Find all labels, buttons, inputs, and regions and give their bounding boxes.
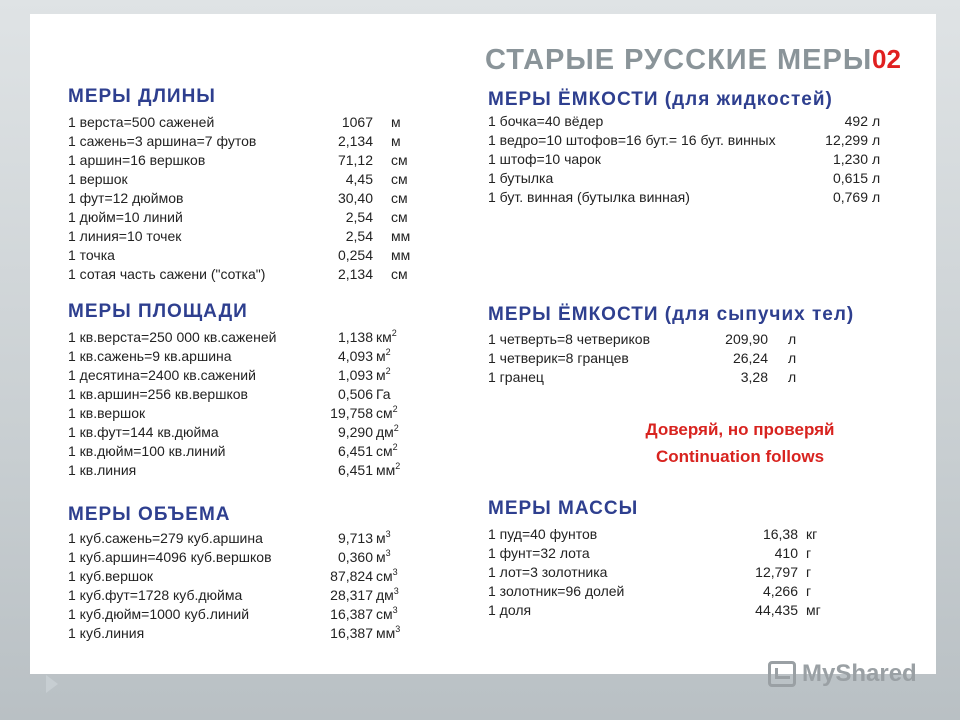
measure-value: 0,360	[337, 549, 373, 565]
measure-value: 87,824	[330, 568, 373, 584]
unit-text: мг	[806, 602, 821, 618]
unit-text: м	[376, 530, 386, 546]
measure-unit	[376, 424, 399, 440]
unit-text: Га	[376, 386, 391, 402]
section-heading-dry: МЕРЫ ЁМКОСТИ (для сыпучих тел)	[488, 304, 855, 325]
unit-text: м	[376, 549, 386, 565]
measure-name: 1 четверть=8 четвериков	[488, 331, 651, 347]
measure-name: 1 кв.вершок	[68, 405, 146, 421]
measure-name: 1 кв.аршин=256 кв.вершков	[68, 386, 248, 402]
measure-value: 6,451	[337, 462, 373, 478]
measure-value: 2,54	[345, 209, 373, 225]
measure-value: 30,40	[337, 190, 373, 206]
measure-value: 19,758	[330, 405, 373, 421]
unit-exponent: 2	[393, 423, 399, 433]
unit-text: см	[391, 152, 408, 168]
watermark-text: MyShared	[802, 660, 917, 687]
slide-number: 02	[872, 44, 901, 74]
unit-text: г	[806, 564, 812, 580]
measure-value: 1067	[341, 114, 373, 130]
measure-name: 1 куб.дюйм=1000 куб.линий	[68, 606, 250, 622]
measure-name: 1 куб.линия	[68, 625, 145, 641]
measure-unit	[376, 568, 398, 584]
measure-value: 0,769	[832, 189, 868, 205]
measure-value: 3,28	[740, 369, 768, 385]
measure-name: 1 кв.сажень=9 кв.аршина	[68, 348, 232, 364]
unit-text: л	[872, 132, 881, 148]
measure-value: 2,54	[345, 228, 373, 244]
measure-unit	[391, 171, 408, 187]
unit-text: дм	[376, 587, 394, 603]
measure-name: 1 куб.аршин=4096 куб.вершков	[68, 549, 272, 565]
measure-unit	[788, 350, 796, 366]
unit-text: л	[872, 189, 881, 205]
measure-unit	[376, 549, 391, 565]
measure-name: 1 точка	[68, 247, 115, 263]
measure-unit	[806, 564, 811, 580]
measure-name: 1 четверик=8 гранцев	[488, 350, 629, 366]
unit-text: м	[376, 367, 386, 383]
measure-unit	[391, 114, 401, 130]
section-heading-liquid: МЕРЫ ЁМКОСТИ (для жидкостей)	[488, 89, 833, 110]
measure-unit	[376, 405, 398, 421]
measure-unit	[376, 587, 399, 603]
slide-title: СТАРЫЕ РУССКИЕ МЕРЫ	[485, 44, 873, 76]
measure-value: 1,138	[337, 329, 373, 345]
measure-name: 1 кв.линия	[68, 462, 137, 478]
measure-unit	[788, 369, 796, 385]
measure-value: 4,45	[345, 171, 373, 187]
measure-name: 1 куб.сажень=279 куб.аршина	[68, 530, 263, 546]
measure-unit	[391, 247, 410, 263]
measure-name: 1 доля	[488, 602, 532, 618]
unit-text: мм	[391, 247, 411, 263]
measure-value: 16,38	[762, 526, 798, 542]
measure-value: 16,387	[330, 625, 373, 641]
measure-name: 1 вершок	[68, 171, 128, 187]
measure-value: 9,290	[337, 424, 373, 440]
measure-name: 1 фунт=32 лота	[488, 545, 590, 561]
measure-unit	[376, 443, 398, 459]
measure-name: 1 золотник=96 долей	[488, 583, 625, 599]
measure-unit	[872, 113, 880, 129]
slide	[30, 14, 936, 674]
measure-unit	[872, 151, 880, 167]
measure-name: 1 бочка=40 вёдер	[488, 113, 604, 129]
measure-value: 0,506	[337, 386, 373, 402]
unit-text: см	[376, 405, 393, 421]
measure-unit	[391, 190, 408, 206]
measure-unit	[806, 545, 811, 561]
unit-text: см	[391, 209, 408, 225]
measure-value: 44,435	[755, 602, 798, 618]
unit-text: г	[806, 583, 812, 599]
measure-value: 26,24	[732, 350, 768, 366]
unit-text: г	[806, 545, 812, 561]
measure-value: 0,254	[337, 247, 373, 263]
measure-value: 2,134	[337, 133, 373, 149]
unit-exponent: 3	[392, 567, 398, 577]
motto	[550, 416, 930, 470]
measure-value: 1,093	[337, 367, 373, 383]
measure-value: 9,713	[337, 530, 373, 546]
measure-value: 2,134	[337, 266, 373, 282]
measure-value: 492	[844, 113, 868, 129]
unit-text: л	[788, 350, 797, 366]
unit-text: дм	[376, 424, 394, 440]
measure-unit	[391, 133, 401, 149]
measure-value: 0,615	[832, 170, 868, 186]
measure-value: 6,451	[337, 443, 373, 459]
measure-unit	[376, 329, 397, 345]
motto-line-1: Доверяй, но проверяй	[645, 420, 835, 439]
measure-unit	[376, 462, 400, 478]
unit-exponent: 2	[385, 366, 391, 376]
measure-name: 1 штоф=10 чарок	[488, 151, 601, 167]
measure-unit	[788, 331, 796, 347]
section-heading-area: МЕРЫ ПЛОЩАДИ	[68, 301, 248, 322]
unit-text: мм	[376, 462, 396, 478]
section-heading-mass: МЕРЫ МАССЫ	[488, 498, 639, 519]
measure-value: 4,266	[762, 583, 798, 599]
unit-exponent: 2	[391, 328, 397, 338]
measure-name: 1 кв.фут=144 кв.дюйма	[68, 424, 219, 440]
measure-unit	[872, 132, 880, 148]
unit-exponent: 2	[385, 347, 391, 357]
measure-name: 1 аршин=16 вершков	[68, 152, 206, 168]
measure-unit	[806, 526, 817, 542]
motto-line-2: Continuation follows	[655, 447, 825, 466]
measure-name: 1 куб.фут=1728 куб.дюйма	[68, 587, 243, 603]
measure-unit	[806, 602, 821, 618]
measure-name: 1 ведро=10 штофов=16 бут.= 16 бут. винных	[488, 132, 776, 148]
measure-name: 1 кв.верста=250 000 кв.саженей	[68, 329, 277, 345]
unit-text: л	[872, 151, 881, 167]
measure-unit	[872, 170, 880, 186]
measure-value: 71,12	[337, 152, 373, 168]
measure-name: 1 сотая часть сажени ("сотка")	[68, 266, 266, 282]
unit-text: см	[391, 266, 408, 282]
measure-name: 1 фут=12 дюймов	[68, 190, 184, 206]
unit-text: мм	[376, 625, 396, 641]
unit-text: м	[391, 114, 401, 130]
section-heading-length: МЕРЫ ДЛИНЫ	[68, 86, 216, 107]
unit-text: см	[376, 443, 393, 459]
measure-unit	[391, 209, 408, 225]
measure-unit	[376, 367, 391, 383]
measure-unit	[391, 266, 408, 282]
unit-text: м	[391, 133, 401, 149]
measure-name: 1 бутылка	[488, 170, 554, 186]
unit-exponent: 3	[395, 624, 401, 634]
unit-exponent: 3	[392, 605, 398, 615]
presentation-icon	[768, 661, 796, 687]
unit-text: мм	[391, 228, 411, 244]
watermark-logo	[768, 656, 917, 692]
measure-unit	[872, 189, 880, 205]
measure-unit	[376, 348, 391, 364]
unit-text: л	[788, 331, 797, 347]
measure-name: 1 кв.дюйм=100 кв.линий	[68, 443, 226, 459]
measure-value: 12,299	[825, 132, 868, 148]
measure-name: 1 куб.вершок	[68, 568, 154, 584]
unit-text: км	[376, 329, 392, 345]
measure-value: 1,230	[832, 151, 868, 167]
measure-unit	[806, 583, 811, 599]
measure-value: 28,317	[330, 587, 373, 603]
measure-value: 209,90	[725, 331, 768, 347]
unit-exponent: 2	[395, 461, 401, 471]
unit-text: см	[376, 606, 393, 622]
measure-name: 1 сажень=3 аршина=7 футов	[68, 133, 257, 149]
measure-name: 1 линия=10 точек	[68, 228, 182, 244]
unit-text: л	[788, 369, 797, 385]
measure-value: 16,387	[330, 606, 373, 622]
section-heading-volume: МЕРЫ ОБЪЕМА	[68, 504, 231, 525]
measure-unit	[376, 530, 391, 546]
unit-exponent: 3	[393, 586, 399, 596]
measure-name: 1 лот=3 золотника	[488, 564, 608, 580]
measure-name: 1 дюйм=10 линий	[68, 209, 183, 225]
measure-name: 1 гранец	[488, 369, 544, 385]
measure-name: 1 верста=500 саженей	[68, 114, 215, 130]
measure-unit	[391, 152, 408, 168]
measure-value: 410	[774, 545, 798, 561]
measure-value: 4,093	[337, 348, 373, 364]
unit-exponent: 2	[392, 404, 398, 414]
measure-unit	[376, 386, 391, 402]
measure-unit	[391, 228, 410, 244]
measure-unit	[376, 625, 400, 641]
unit-text: л	[872, 113, 881, 129]
measure-name: 1 бут. винная (бутылка винная)	[488, 189, 690, 205]
measure-name: 1 пуд=40 фунтов	[488, 526, 598, 542]
unit-exponent: 3	[385, 529, 391, 539]
measure-value: 12,797	[755, 564, 798, 580]
unit-text: кг	[806, 526, 818, 542]
unit-exponent: 3	[385, 548, 391, 558]
unit-text: см	[391, 190, 408, 206]
unit-text: см	[391, 171, 408, 187]
measure-unit	[376, 606, 398, 622]
nav-arrow-icon[interactable]	[46, 675, 58, 693]
measure-name: 1 десятина=2400 кв.сажений	[68, 367, 256, 383]
unit-text: см	[376, 568, 393, 584]
unit-exponent: 2	[392, 442, 398, 452]
unit-text: м	[376, 348, 386, 364]
unit-text: л	[872, 170, 881, 186]
